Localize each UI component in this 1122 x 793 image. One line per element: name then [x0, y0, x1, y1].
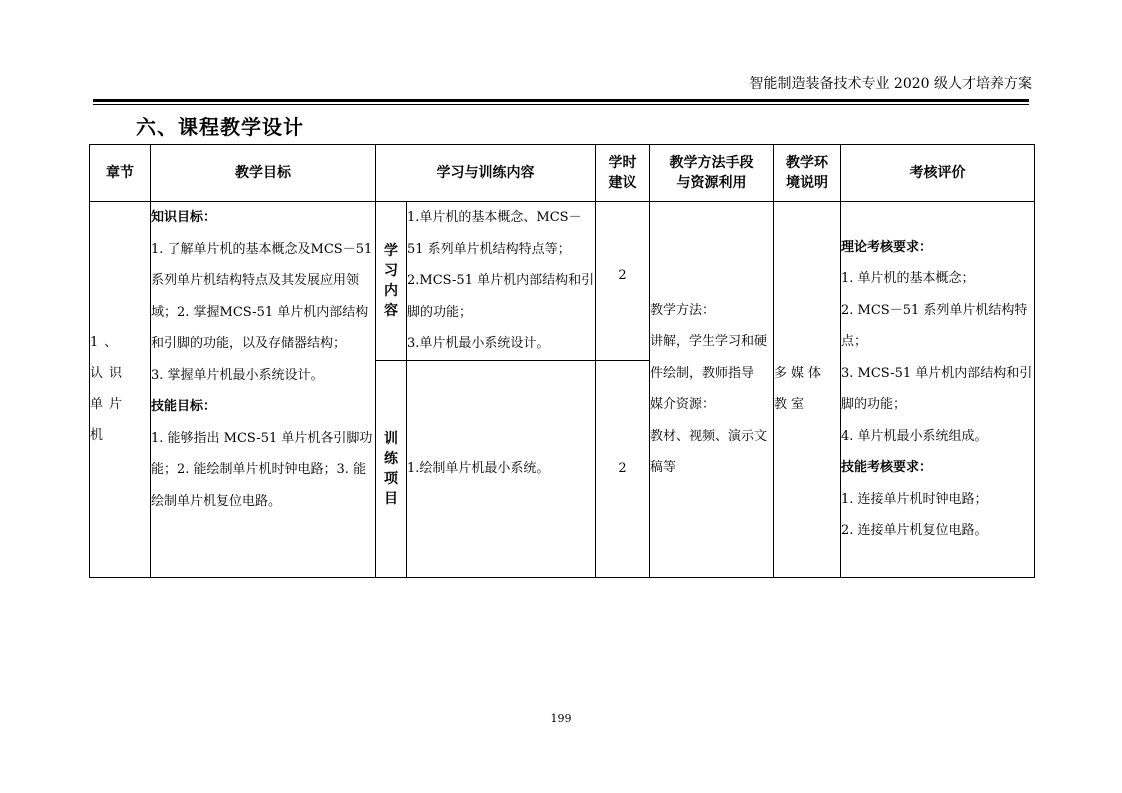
training-label: 训练项目	[384, 430, 398, 507]
learning-content-item3: 3.单片机最小系统设计。	[407, 336, 550, 351]
chapter-cell	[90, 202, 151, 578]
methods-line1: 教学方法：	[650, 302, 716, 318]
knowledge-objectives-item3: 3. 掌握单片机最小系统设计。	[151, 367, 324, 383]
header-rule-thick	[93, 99, 1029, 102]
skill-assessment-item: 1. 连接单片机时钟电路；	[841, 491, 988, 507]
page-number: 199	[550, 712, 572, 725]
section-title: 六、课程教学设计	[136, 115, 304, 139]
learning-content-label: 学习内容	[384, 242, 398, 319]
document-title: 智能制造装备技术专业 2020 级人才培养方案	[749, 76, 1032, 92]
course-design-table	[89, 144, 1035, 578]
environment-text: 多媒体教室	[774, 366, 826, 413]
skill-objectives-heading: 技能目标：	[151, 399, 217, 414]
objectives-cell	[151, 202, 376, 578]
header-content: 学习与训练内容	[376, 145, 596, 202]
theory-assessment-item: 4. 单片机最小系统组成。	[841, 428, 988, 444]
theory-assessment-item: 2. MCS－51 系列单片机结构特点；	[841, 302, 1028, 350]
methods-line4: 教材、视频、演示文稿等	[650, 428, 768, 476]
skill-assessment-heading: 技能考核要求：	[841, 460, 933, 476]
knowledge-objectives-heading: 知识目标：	[151, 210, 217, 225]
methods-line3: 媒介资源：	[650, 397, 716, 413]
header-assessment: 考核评价	[841, 145, 1035, 202]
learning-content-label-cell	[376, 202, 407, 361]
methods-line2: 讲解，学生学习和硬件绘制，教师指导	[650, 334, 768, 381]
learning-content-cell	[407, 202, 596, 361]
training-hours-cell	[596, 360, 650, 577]
environment-cell	[774, 202, 841, 578]
learning-content-text: 1.单片机的基本概念、MCS－51 系列单片机结构特点等；2.MCS-51 单片机内部结构和引脚的功能；	[407, 210, 595, 320]
table-row	[90, 202, 1035, 361]
chapter-title: 1、认识单片机	[90, 335, 129, 444]
table-header-row	[90, 145, 1035, 202]
skill-objectives-text: 1. 能够指出 MCS-51 单片机各引脚功能；2. 能绘制单片机时钟电路；3. 能绘制单片机复位电路。	[151, 430, 373, 509]
header-objectives: 教学目标	[151, 145, 376, 202]
theory-assessment-item: 3. MCS-51 单片机内部结构和引脚的功能；	[841, 365, 1033, 413]
training-label-cell	[376, 360, 407, 577]
learning-hours: 2	[618, 268, 627, 283]
header-methods: 教学方法手段 与资源利用	[650, 145, 774, 202]
header-chapter: 章节	[90, 145, 151, 202]
theory-assessment-heading: 理论考核要求：	[841, 239, 933, 255]
header-environment: 教学环 境说明	[774, 145, 841, 202]
training-hours: 2	[618, 461, 627, 476]
training-content-text: 1.绘制单片机最小系统。	[407, 460, 550, 476]
header-rule-thin	[93, 104, 1029, 105]
knowledge-objectives-text: 1. 了解单片机的基本概念及MCS－51 系列单片机结构特点及其发展应用领域；2. 掌握MCS-51 单片机内部结构和引脚的功能，以及存储器结构；	[151, 241, 373, 351]
skill-assessment-item: 2. 连接单片机复位电路。	[841, 523, 988, 539]
theory-assessment-item: 1. 单片机的基本概念；	[841, 271, 975, 287]
learning-hours-cell	[596, 202, 650, 361]
methods-cell	[650, 202, 774, 578]
header-hours: 学时 建议	[596, 145, 650, 202]
assessment-cell	[841, 202, 1035, 578]
training-content-cell	[407, 360, 596, 577]
